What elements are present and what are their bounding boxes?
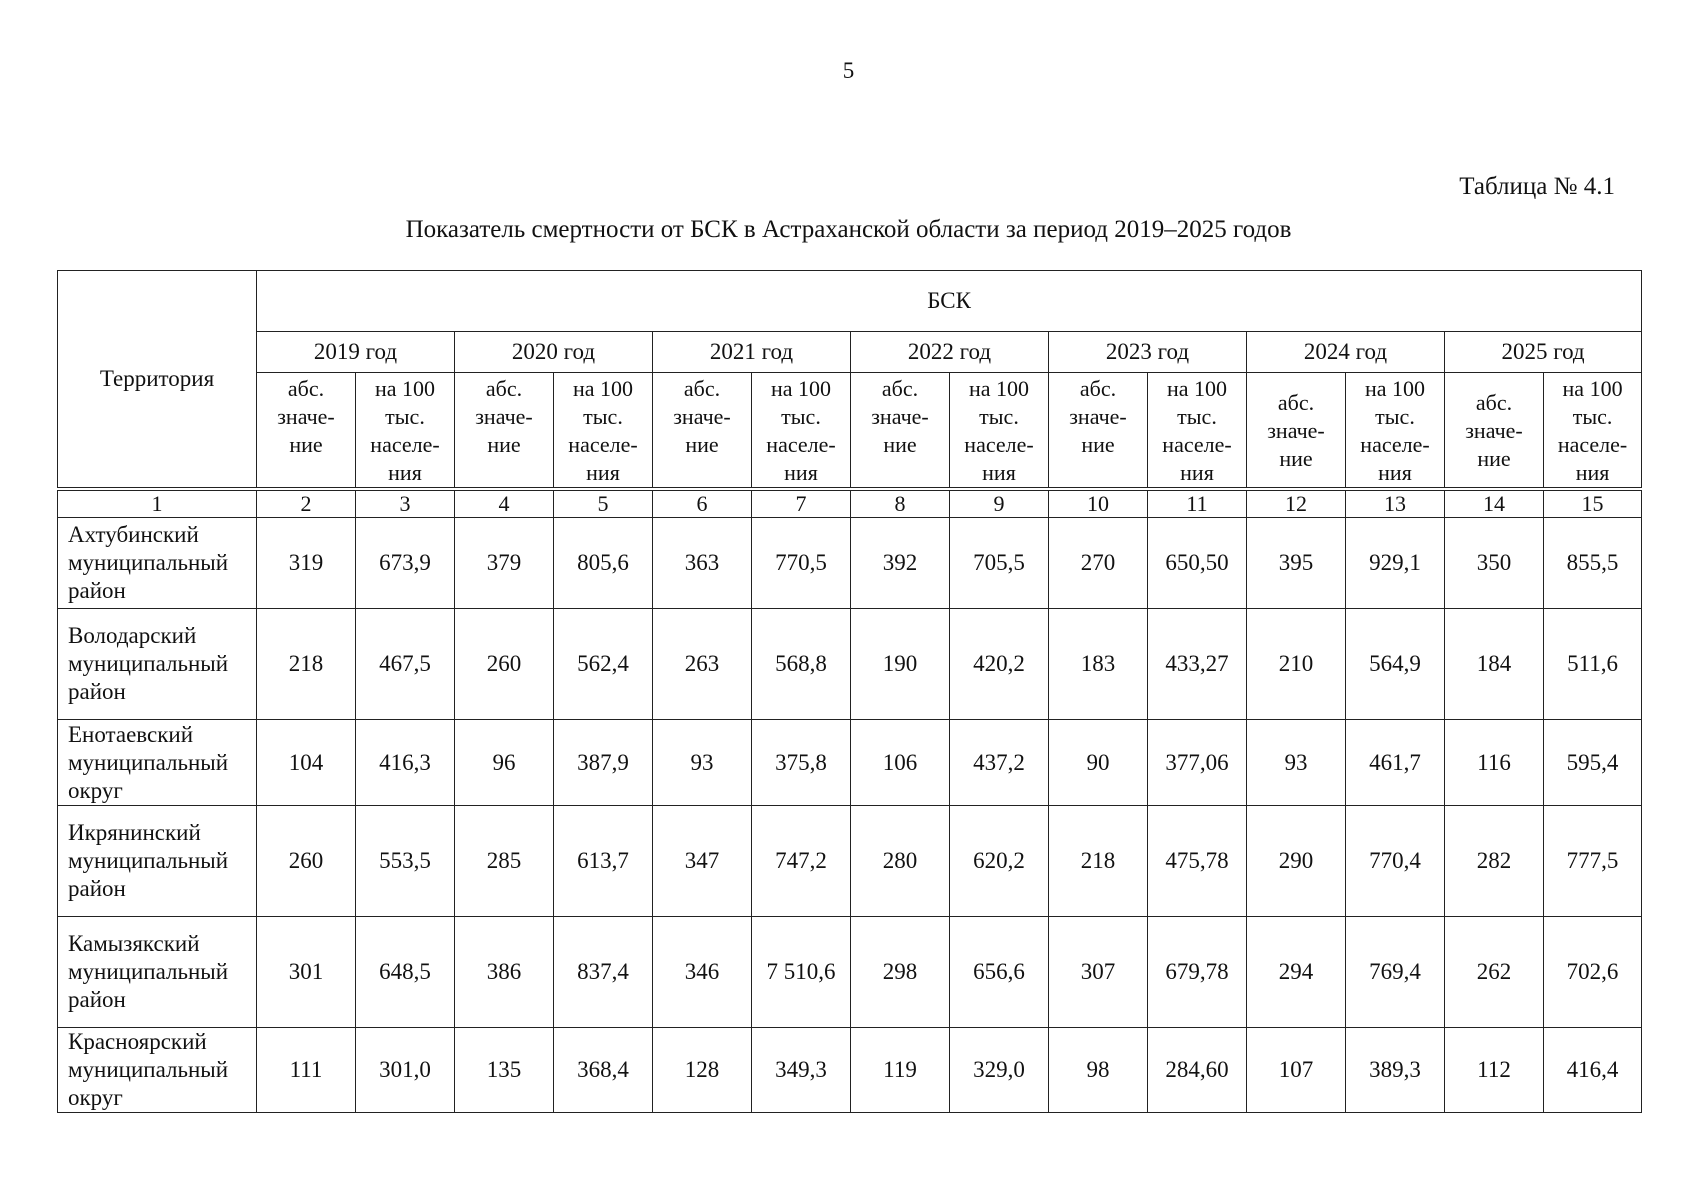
value-cell: 284,60 — [1148, 1028, 1247, 1113]
page-number: 5 — [842, 58, 855, 83]
cell-line: на 100 — [1364, 376, 1426, 401]
per-100k-header — [950, 373, 1049, 490]
cell-line: муниципальный — [68, 848, 229, 873]
column-number: 8 — [851, 489, 950, 518]
value-cell: 294 — [1247, 917, 1346, 1028]
year-header: 2025 год — [1445, 332, 1642, 373]
value-cell: 262 — [1445, 917, 1544, 1028]
cell-line: муниципальный — [68, 550, 229, 575]
cell-line: Камызякский — [68, 931, 200, 956]
cell-line: муниципальный — [68, 959, 229, 984]
cell-line: абс. — [1079, 376, 1117, 401]
abs-value-header — [455, 373, 554, 490]
cell-line: значе- — [673, 404, 731, 429]
value-cell: 613,7 — [554, 806, 653, 917]
abs-value-header — [257, 373, 356, 490]
value-cell: 347 — [653, 806, 752, 917]
cell-line: ние — [883, 432, 917, 457]
territory-cell — [58, 720, 257, 806]
value-cell: 562,4 — [554, 609, 653, 720]
cell-line: Володарский — [68, 623, 197, 648]
value-cell: 329,0 — [950, 1028, 1049, 1113]
territory-cell — [58, 518, 257, 609]
territory-cell — [58, 609, 257, 720]
cell-line: населе- — [964, 432, 1034, 457]
value-cell: 648,5 — [356, 917, 455, 1028]
value-cell: 769,4 — [1346, 917, 1445, 1028]
cell-line: ние — [487, 432, 521, 457]
value-cell: 673,9 — [356, 518, 455, 609]
cell-line: тыс. — [385, 404, 425, 429]
value-cell: 301,0 — [356, 1028, 455, 1113]
cell-line: тыс. — [979, 404, 1019, 429]
value-cell: 184 — [1445, 609, 1544, 720]
table-row — [58, 720, 1642, 806]
cell-line: ния — [784, 460, 818, 485]
value-cell: 96 — [455, 720, 554, 806]
value-cell: 349,3 — [752, 1028, 851, 1113]
cell-line: тыс. — [1177, 404, 1217, 429]
cell-line: тыс. — [1375, 404, 1415, 429]
cell-line: абс. — [1277, 390, 1315, 415]
cell-line: значе- — [1465, 418, 1523, 443]
cell-line: абс. — [287, 376, 325, 401]
cell-line: на 100 — [374, 376, 436, 401]
per-100k-header — [1346, 373, 1445, 490]
per-100k-header — [1544, 373, 1642, 490]
value-cell: 263 — [653, 609, 752, 720]
year-header: 2019 год — [257, 332, 455, 373]
cell-line: значе- — [475, 404, 533, 429]
column-number: 6 — [653, 489, 752, 518]
cell-line: тыс. — [781, 404, 821, 429]
column-number: 13 — [1346, 489, 1445, 518]
cell-line: тыс. — [583, 404, 623, 429]
value-cell: 389,3 — [1346, 1028, 1445, 1113]
column-number: 2 — [257, 489, 356, 518]
abs-value-header — [653, 373, 752, 490]
cell-line: значе- — [1069, 404, 1127, 429]
value-cell: 511,6 — [1544, 609, 1642, 720]
value-cell: 7 510,6 — [752, 917, 851, 1028]
value-cell: 298 — [851, 917, 950, 1028]
value-cell: 702,6 — [1544, 917, 1642, 1028]
value-cell: 805,6 — [554, 518, 653, 609]
value-cell: 620,2 — [950, 806, 1049, 917]
value-cell: 218 — [257, 609, 356, 720]
cell-line: на 100 — [1562, 376, 1623, 401]
value-cell: 377,06 — [1148, 720, 1247, 806]
value-cell: 119 — [851, 1028, 950, 1113]
column-number: 7 — [752, 489, 851, 518]
column-number: 4 — [455, 489, 554, 518]
cell-line: Ахтубинский — [68, 522, 199, 547]
value-cell: 553,5 — [356, 806, 455, 917]
cell-line: ния — [1180, 460, 1214, 485]
per-100k-header — [356, 373, 455, 490]
year-header: 2024 год — [1247, 332, 1445, 373]
cell-line: на 100 — [572, 376, 634, 401]
abs-value-header — [851, 373, 950, 490]
cell-line: населе- — [568, 432, 638, 457]
value-cell: 392 — [851, 518, 950, 609]
cell-line: ния — [1575, 460, 1610, 485]
value-cell: 386 — [455, 917, 554, 1028]
value-cell: 116 — [1445, 720, 1544, 806]
cell-line: населе- — [766, 432, 836, 457]
cell-line: Красноярский — [68, 1029, 207, 1054]
cell-line: ние — [685, 432, 719, 457]
cell-line: ния — [586, 460, 620, 485]
cell-line: район — [68, 679, 126, 704]
value-cell: 770,4 — [1346, 806, 1445, 917]
cell-line: на 100 — [968, 376, 1030, 401]
value-cell: 564,9 — [1346, 609, 1445, 720]
value-cell: 679,78 — [1148, 917, 1247, 1028]
value-cell: 93 — [1247, 720, 1346, 806]
value-cell: 395 — [1247, 518, 1346, 609]
year-header: 2022 год — [851, 332, 1049, 373]
value-cell: 270 — [1049, 518, 1148, 609]
table-row — [58, 609, 1642, 720]
cell-line: ние — [1279, 446, 1313, 471]
territory-header: Территория — [58, 271, 257, 490]
value-cell: 107 — [1247, 1028, 1346, 1113]
value-cell: 260 — [257, 806, 356, 917]
cell-line: муниципальный — [68, 749, 229, 775]
value-cell: 416,3 — [356, 720, 455, 806]
column-number: 3 — [356, 489, 455, 518]
cell-line: ние — [1477, 446, 1511, 471]
value-cell: 319 — [257, 518, 356, 609]
cell-line: населе- — [1162, 432, 1232, 457]
value-cell: 656,6 — [950, 917, 1049, 1028]
territory-cell — [58, 806, 257, 917]
value-cell: 260 — [455, 609, 554, 720]
value-cell: 106 — [851, 720, 950, 806]
value-cell: 183 — [1049, 609, 1148, 720]
cell-line: тыс. — [1572, 404, 1613, 429]
value-cell: 433,27 — [1148, 609, 1247, 720]
value-cell: 467,5 — [356, 609, 455, 720]
column-number: 14 — [1445, 489, 1544, 518]
cell-line: абс. — [1475, 390, 1513, 415]
value-cell: 112 — [1445, 1028, 1544, 1113]
cell-line: Енотаевский — [68, 721, 194, 747]
cell-line: на 100 — [770, 376, 832, 401]
column-number: 10 — [1049, 489, 1148, 518]
cell-line: населе- — [1360, 432, 1430, 457]
value-cell: 190 — [851, 609, 950, 720]
cell-line: ния — [1378, 460, 1412, 485]
column-number: 12 — [1247, 489, 1346, 518]
cell-line: населе- — [1557, 432, 1628, 457]
mortality-table — [57, 270, 1642, 1113]
cell-line: ние — [1081, 432, 1115, 457]
value-cell: 280 — [851, 806, 950, 917]
value-cell: 93 — [653, 720, 752, 806]
value-cell: 218 — [1049, 806, 1148, 917]
table-row — [58, 1028, 1642, 1113]
value-cell: 475,78 — [1148, 806, 1247, 917]
column-number: 1 — [58, 489, 257, 518]
territory-cell — [58, 917, 257, 1028]
value-cell: 770,5 — [752, 518, 851, 609]
value-cell: 301 — [257, 917, 356, 1028]
value-cell: 379 — [455, 518, 554, 609]
value-cell: 285 — [455, 806, 554, 917]
value-cell: 282 — [1445, 806, 1544, 917]
cell-line: район — [68, 987, 126, 1012]
column-number: 9 — [950, 489, 1049, 518]
abs-value-header — [1049, 373, 1148, 490]
column-number: 5 — [554, 489, 653, 518]
cell-line: округ — [68, 1085, 123, 1110]
cell-line: округ — [68, 777, 123, 803]
value-cell: 368,4 — [554, 1028, 653, 1113]
value-cell: 104 — [257, 720, 356, 806]
per-100k-header — [752, 373, 851, 490]
value-cell: 307 — [1049, 917, 1148, 1028]
table-title: Показатель смертности от БСК в Астраханской области за период 2019–2025 годов — [405, 216, 1292, 243]
value-cell: 705,5 — [950, 518, 1049, 609]
cell-line: значе- — [1267, 418, 1325, 443]
value-cell: 855,5 — [1544, 518, 1642, 609]
value-cell: 777,5 — [1544, 806, 1642, 917]
cell-line: муниципальный — [68, 651, 229, 676]
cell-line: населе- — [370, 432, 440, 457]
cell-line: ния — [982, 460, 1016, 485]
value-cell: 568,8 — [752, 609, 851, 720]
value-cell: 595,4 — [1544, 720, 1642, 806]
cell-line: район — [68, 876, 126, 901]
year-header: 2021 год — [653, 332, 851, 373]
value-cell: 111 — [257, 1028, 356, 1113]
cell-line: район — [68, 578, 126, 603]
value-cell: 375,8 — [752, 720, 851, 806]
column-number: 15 — [1544, 489, 1642, 518]
value-cell: 747,2 — [752, 806, 851, 917]
cell-line: значе- — [871, 404, 929, 429]
value-cell: 437,2 — [950, 720, 1049, 806]
abs-value-header — [1445, 373, 1544, 490]
value-cell: 929,1 — [1346, 518, 1445, 609]
per-100k-header — [1148, 373, 1247, 490]
value-cell: 346 — [653, 917, 752, 1028]
cell-line: абс. — [485, 376, 523, 401]
value-cell: 90 — [1049, 720, 1148, 806]
cell-line: Икрянинский — [68, 820, 201, 845]
table-row — [58, 917, 1642, 1028]
value-cell: 420,2 — [950, 609, 1049, 720]
value-cell: 350 — [1445, 518, 1544, 609]
table-row — [58, 806, 1642, 917]
value-cell: 210 — [1247, 609, 1346, 720]
table-caption: Таблица № 4.1 — [1459, 173, 1615, 200]
cell-line: муниципальный — [68, 1057, 229, 1082]
cell-line: ния — [388, 460, 422, 485]
abs-value-header — [1247, 373, 1346, 490]
per-100k-header — [554, 373, 653, 490]
value-cell: 387,9 — [554, 720, 653, 806]
value-cell: 98 — [1049, 1028, 1148, 1113]
cell-line: на 100 — [1166, 376, 1228, 401]
value-cell: 837,4 — [554, 917, 653, 1028]
cell-line: абс. — [683, 376, 721, 401]
cell-line: значе- — [277, 404, 335, 429]
column-number: 11 — [1148, 489, 1247, 518]
cell-line: ние — [289, 432, 323, 457]
year-header: 2023 год — [1049, 332, 1247, 373]
value-cell: 416,4 — [1544, 1028, 1642, 1113]
year-header: 2020 год — [455, 332, 653, 373]
group-header: БСК — [257, 271, 1642, 332]
cell-line: абс. — [881, 376, 919, 401]
value-cell: 290 — [1247, 806, 1346, 917]
territory-cell — [58, 1028, 257, 1113]
value-cell: 461,7 — [1346, 720, 1445, 806]
table-row — [58, 518, 1642, 609]
value-cell: 363 — [653, 518, 752, 609]
value-cell: 650,50 — [1148, 518, 1247, 609]
value-cell: 135 — [455, 1028, 554, 1113]
value-cell: 128 — [653, 1028, 752, 1113]
